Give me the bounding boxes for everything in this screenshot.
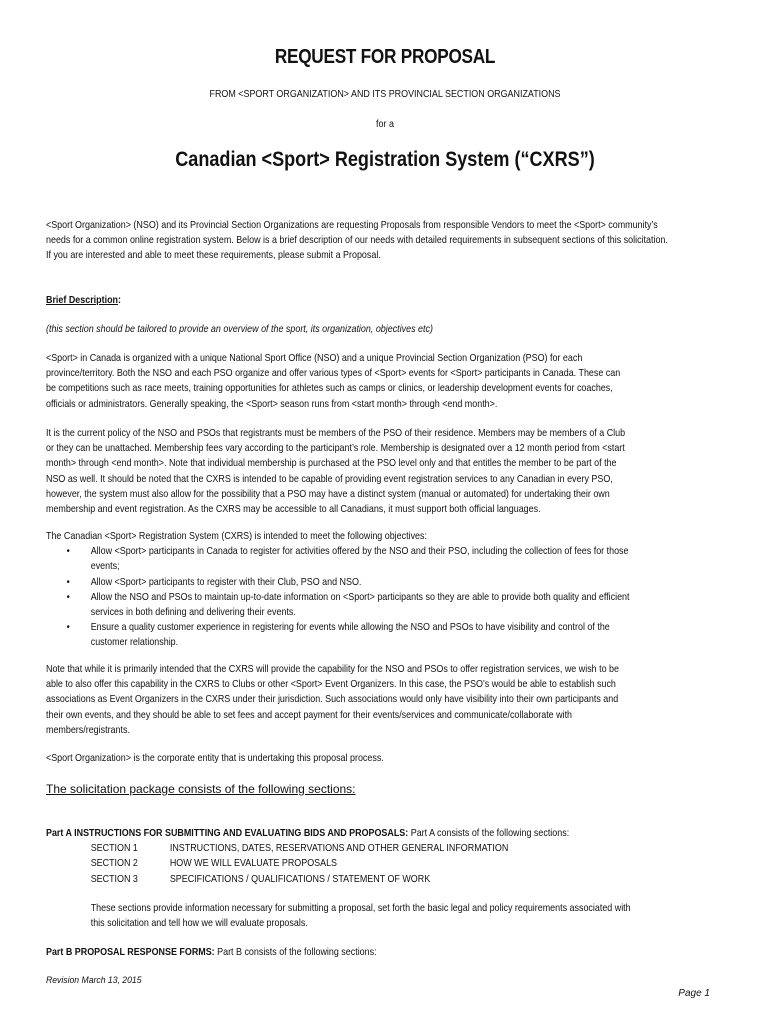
brief-heading-text: Brief Description — [46, 295, 118, 306]
objective-item — [46, 544, 717, 574]
document-title: REQUEST FOR PROPOSAL — [274, 46, 496, 68]
paragraph-line: NSO as well. It should be noted that the CXRS is intended to be capable of providing event registration services to any Canadian in every PSO, — [46, 473, 613, 485]
paragraph-line: <Sport> in Canada is organized with a unique National Sport Office (NSO) and a unique Provincial Section Organization (PSO) for each — [46, 353, 583, 364]
objective-line: events; — [90, 561, 120, 573]
objective-line: • Allow the NSO and PSOs to maintain up-to-date information on <Sport> participants so they are able to provide both quality and efficient — [90, 591, 630, 603]
from-line: FROM <SPORT ORGANIZATION> AND ITS PROVINCIAL SECTION ORGANIZATIONS — [209, 89, 561, 100]
paragraph-policy — [46, 426, 717, 517]
intro-line: needs for a common online registration system. Below is a brief description of our needs with detailed requirements in subsequent sections of this solicitation. — [46, 235, 668, 247]
part-a — [46, 826, 717, 887]
corporate-entity-line — [46, 751, 717, 766]
paragraph-organization — [46, 351, 717, 412]
section-code: SECTION 1 — [90, 843, 138, 855]
paragraph-line: officials or administrators. Generally speaking, the <Sport> season runs from <start month> through <end month>. — [46, 398, 498, 410]
system-title: Canadian <Sport> Registration System (“CXRS”) — [175, 148, 595, 171]
objective-item — [46, 575, 717, 590]
paragraph-line: membership and event registration. As the CXRS may be accessible to all Canadians, it must support both official languages. — [46, 504, 541, 516]
objective-line: • Allow <Sport> participants in Canada to register for activities offered by the NSO and their PSO, including the collection of fees for those — [90, 546, 629, 558]
section-row — [91, 856, 717, 871]
paragraph-line: province/territory. Both the NSO and each PSO organize and offer various types of <Sport> events for <Sport> participants in Canada. These can — [46, 368, 621, 380]
section-row — [91, 841, 717, 856]
part-a-sections — [46, 841, 717, 887]
tailor-note-text: (this section should be tailored to provide an overview of the sport, its organization, objectives etc) — [46, 324, 433, 335]
intro-line: <Sport Organization> (NSO) and its Provincial Section Organizations are requesting Proposals from responsible Vendors to meet the <Sport> community’s — [46, 220, 658, 231]
paragraph-line: month> through <end month>. Note that individual membership is purchased at the PSO level only and that entitles the member to be part of the — [46, 458, 617, 470]
paragraph-line: associations as Event Organizers in the CXRS under their jurisdiction. Such associations would only have visibility into their own participants and — [46, 694, 619, 706]
section-title: SPECIFICATIONS / QUALIFICATIONS / STATEMENT OF WORK — [169, 873, 431, 885]
part-a-rest: Part A consists of the following sections: — [408, 828, 570, 839]
paragraph-line: Note that while it is primarily intended that the CXRS will provide the capability for the NSO and PSOs to offer registration services, we wish to be — [46, 664, 620, 675]
solicitation-heading: The solicitation package consists of the following sections: — [46, 782, 356, 796]
for-a-line: for a — [376, 119, 394, 130]
paragraph-line: however, the system must also allow for the possibility that a PSO may have a distinct system (manual or automated) for undertaking their own — [46, 488, 610, 500]
paragraph-event-organizers — [46, 662, 717, 738]
brief-description-heading — [46, 293, 717, 308]
objectives-intro: The Canadian <Sport> Registration System (CXRS) is intended to meet the following objectives: — [46, 531, 427, 542]
section-row — [91, 872, 717, 887]
intro-paragraph — [46, 218, 717, 264]
intro-line: If you are interested and able to meet these requirements, please submit a Proposal. — [46, 250, 381, 262]
paragraph-line: be competitions such as race meets, training opportunities for athletes such as camps or clinics, or leadership development events for coaches, — [46, 383, 613, 395]
paragraph-line: their own events, and they should be able to set fees and accept payment for their events/services and communicate/collaborate with — [46, 709, 573, 721]
objective-line: customer relationship. — [90, 637, 179, 649]
objective-line: services in both defining and delivering their events. — [90, 607, 296, 619]
part-b — [46, 945, 717, 960]
paragraph-line: members/registrants. — [46, 724, 130, 736]
objective-item — [46, 620, 717, 650]
part-a-note-line: this solicitation and tell how we will evaluate proposals. — [90, 918, 308, 930]
section-code: SECTION 2 — [90, 858, 138, 870]
footer-revision: Revision March 13, 2015 — [46, 975, 142, 986]
brief-heading-colon: : — [117, 295, 121, 306]
objectives-list — [46, 544, 717, 650]
section-title: HOW WE WILL EVALUATE PROPOSALS — [169, 858, 338, 870]
paragraph-line: able to also offer this capability in the CXRS to Clubs or other <Sport> Event Organizers. In this case, the PSO’s would be able to establish such — [46, 679, 616, 691]
tailor-note — [46, 322, 717, 337]
paragraph-line: It is the current policy of the NSO and PSOs that registrants must be members of the PSO of their residence. Members may be members of a Club — [46, 428, 626, 439]
footer-page-number: Page 1 — [678, 988, 710, 999]
section-code: SECTION 3 — [90, 873, 138, 885]
paragraph-line: or they can be unattached. Membership fees vary according to the participant’s role. Membership is designated over a 12 month period from <start — [46, 443, 625, 455]
part-a-note-line: These sections provide information necessary for submitting a proposal, set forth the basic legal and policy requirements associated with — [90, 903, 631, 914]
part-a-note — [46, 901, 762, 931]
objectives-section — [46, 529, 717, 651]
corporate-entity-text: <Sport Organization> is the corporate entity that is undertaking this proposal process. — [46, 753, 384, 764]
objective-item — [46, 590, 717, 620]
objective-line: • Ensure a quality customer experience in registering for events while allowing the NSO and PSOs to have visibility and control of the — [90, 622, 610, 634]
section-title: INSTRUCTIONS, DATES, RESERVATIONS AND OTHER GENERAL INFORMATION — [169, 843, 509, 855]
part-a-label: Part A INSTRUCTIONS FOR SUBMITTING AND EVALUATING BIDS AND PROPOSALS: — [46, 828, 409, 839]
part-b-label: Part B PROPOSAL RESPONSE FORMS: — [46, 947, 215, 958]
part-b-rest: Part B consists of the following sections: — [214, 947, 377, 958]
objective-line: • Allow <Sport> participants to register with their Club, PSO and NSO. — [90, 576, 362, 588]
